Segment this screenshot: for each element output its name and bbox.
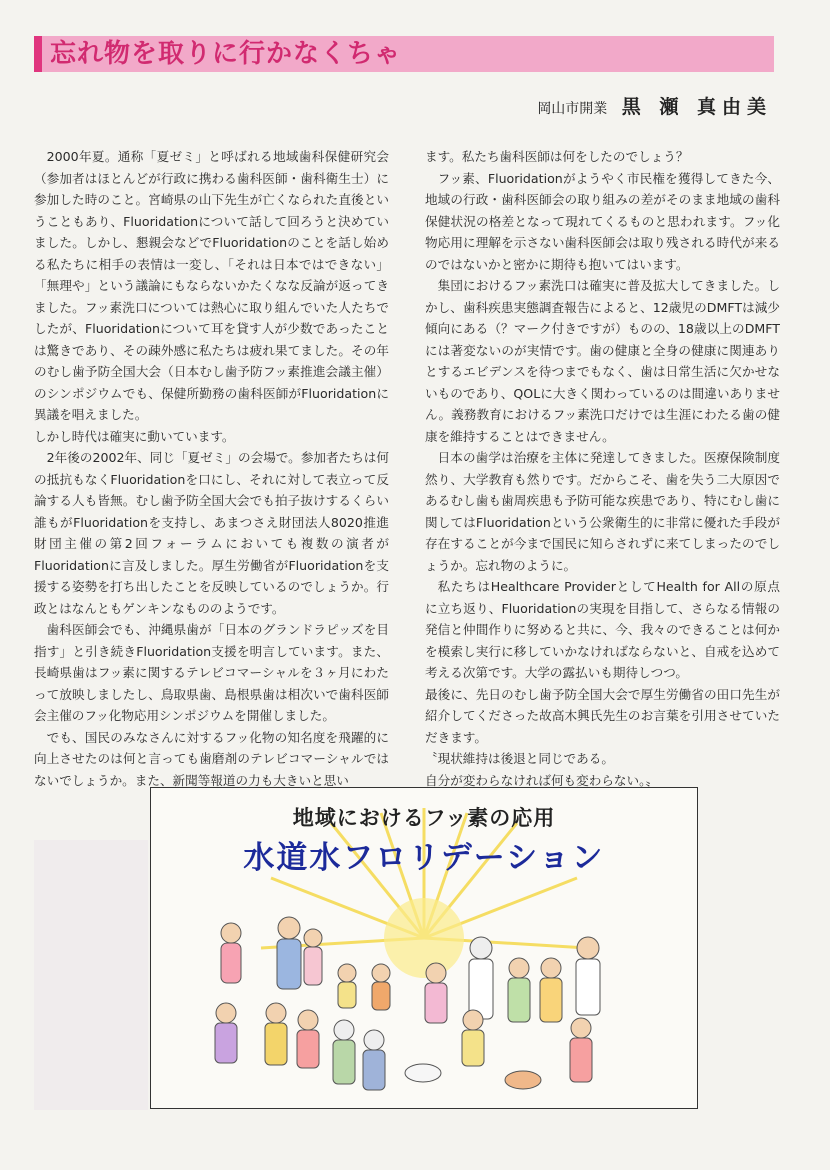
title-accent-bar	[34, 36, 42, 72]
paragraph: 日本の歯学は治療を主体に発達してきました。医療保険制度然り、大学教育も然りです。だからこそ、歯を失う二大原因であるむし歯も歯周疾患も予防可能な疾患であり、特にむし歯に関してはFluoridationという公衆衛生的に非常に優れた手段が存在することが今まで国民に知らされずに来てしまったのでしょうか。忘れ物のように。	[425, 450, 780, 573]
author-affiliation: 岡山市開業	[537, 101, 608, 117]
paragraph: 2年後の2002年、同じ「夏ゼミ」の会場で。参加者たちは何の抵抗もなくFluoridationを口にし、それに対して表立って反論する人も皆無。むし歯予防全国大会でも拍子抜けするくらい誰もがFluoridationを支持し、あまつさえ財団法人8020推進財団主催の第2回フォーラムにおいても複数の演者がFluoridationに言及しました。厚生労働省がFluoridationを支援する姿勢を打ち出したことを反映しているのでしょうか。行政とはなんともゲンキンなもののようです。	[34, 450, 389, 616]
paragraph: ます。私たち歯科医師は何をしたのでしょう？	[425, 149, 689, 164]
paragraph: 2000年夏。通称「夏ゼミ」と呼ばれる地域歯科保健研究会（参加者はほとんどが行政に携わる歯科医師・歯科衛生士）に参加した時のこと。宮崎県の山下先生が亡くなられた直後ということもあり、Fluoridationについて話して回ろうと決めていました。しかし、懇親会などでFluoridationのことを話し始める私たちに相手の表情は一変し、「それは日本ではできない」「無理や」という議論にもならないかたくなな反論が返ってきました。フッ素洗口については熱心に取り組んでいた人たちでしたが、Fluoridationについて耳を貸す人が少数であったことは驚きであり、その疎外感に私たちは疲れ果てました。その年のむし歯予防全国大会（日本むし歯予防フッ素推進会議主催）のシンポジウムでも、保健所勤務の歯科医師がFluoridationに異議を唱えました。	[34, 149, 389, 422]
bleed-through-panel	[34, 840, 148, 1110]
paragraph: しかし時代は確実に動いています。	[34, 428, 235, 444]
paragraph: 最後に、先日のむし歯予防全国大会で厚生労働省の田口先生が紹介してくださった故高木興氏先生のお言葉を引用させていただきます。	[425, 686, 780, 745]
author-byline	[537, 92, 772, 119]
right-column	[425, 146, 780, 791]
paragraph: 私たちはHealthcare ProviderとしてHealth for Allの原点に立ち返り、Fluoridationの実現を目指して、さらなる情報の発信と仲間作りに努めると共に、今、我々のできることは何かを模索し実行に移していかなければならないと、自戒を込めて考える次第です。大学の露払いも期待しつつ。	[425, 579, 780, 680]
quote-line: 自分が変わらなければ何も変わらない。〟	[425, 772, 658, 788]
paragraph: 歯科医師会でも、沖縄県歯が「日本のグランドラピッズを目指す」と引き続きFluoridation支援を明言しています。また、長崎県歯はフッ素に関するテレビコマーシャルを３ヶ月にわたって放映しましたし、鳥取県歯、島根県歯は相次いで歯科医師会主催のフッ化物応用シンポジウムを開催しました。	[34, 622, 389, 723]
paragraph: 集団におけるフッ素洗口は確実に普及拡大してきました。しかし、歯科疾患実態調査報告によると、12歳児のDMFTは減少傾向にある（？マーク付きですが）ものの、18歳以上のDMFTには著変ないのが実情です。歯の健康と全身の健康に関連ありとするエビデンスを待つまでもなく、歯は日常生活に欠かせないものであり、QOLに大きく関わっているのは間違いありません。義務教育におけるフッ素洗口だけでは生涯にわたる歯の健康を維持することはできません。	[425, 278, 780, 444]
quote-line: 〝現状維持は後退と同じである。	[425, 751, 614, 766]
sun-icon	[384, 898, 464, 978]
fluoridation-illustration	[150, 787, 698, 1109]
illustration-main-title: 水道水フロリデーション	[243, 840, 605, 876]
paragraph: フッ素、Fluoridationがようやく市民権を獲得してきた今、地域の行政・歯科医師会の取り組みの差がそのまま地域の歯科保健状況の格差となって現れてくるものと思われます。フッ化物応用に理解を示さない歯科医師会は取り残される時代が来るのではないかと密かに期待も抱いてはいます。	[425, 170, 780, 272]
article-title: 忘れ物を取りに行かなくちゃ	[50, 39, 402, 69]
illustration-subtitle: 地域におけるフッ素の応用	[292, 806, 556, 830]
author-name: 黒 瀬 真由美	[621, 96, 772, 118]
paragraph: でも、国民のみなさんに対するフッ化物の知名度を飛躍的に向上させたのは何と言っても歯磨剤のテレビコマーシャルではないでしょうか。また、新聞等報道の力も大きいと思い	[34, 729, 389, 788]
left-column	[34, 146, 389, 791]
